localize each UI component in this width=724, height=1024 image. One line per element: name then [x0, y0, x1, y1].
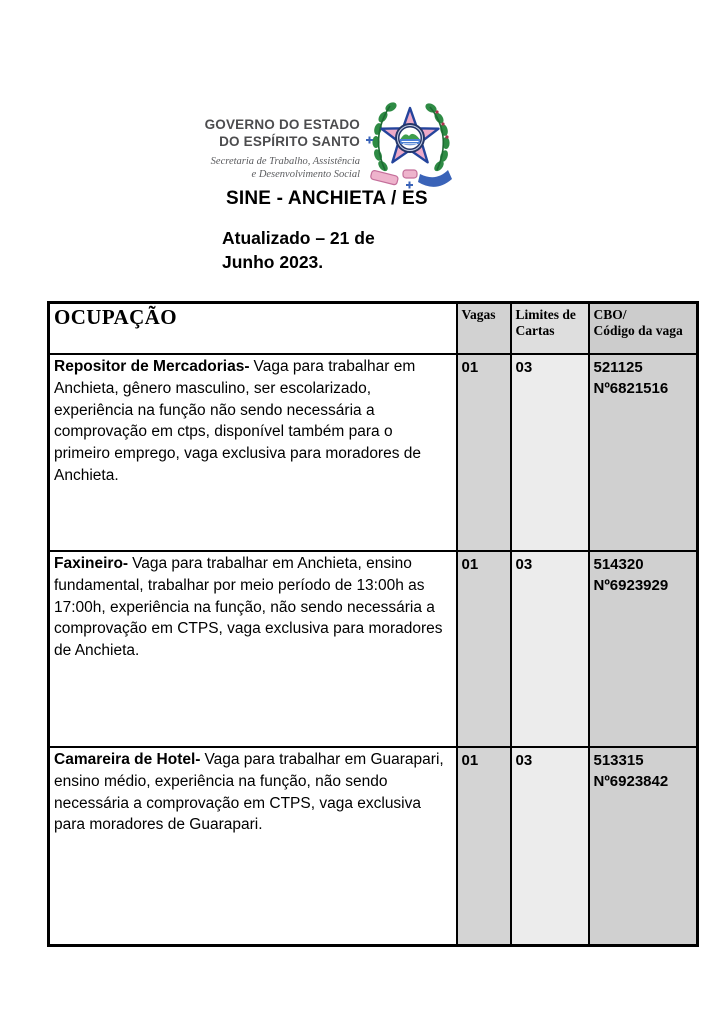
job-title: Repositor de Mercadorias- — [54, 358, 250, 375]
job-vacancies-table — [47, 301, 699, 947]
cbo-cell — [589, 354, 698, 551]
vaga-number: Nº6821516 — [593, 380, 669, 397]
page-title: SINE - ANCHIETA / ES — [226, 188, 428, 209]
updated-date-line1: Atualizado – 21 de — [222, 228, 375, 248]
org-name-line1: GOVERNO DO ESTADO — [204, 117, 360, 132]
updated-date-line2: Junho 2023. — [222, 251, 324, 272]
limite-cartas-cell: 03 — [511, 354, 589, 551]
table-header-row — [49, 303, 698, 355]
vaga-number: Nº6923842 — [593, 773, 669, 790]
updated-date — [222, 227, 375, 274]
job-description-cell — [49, 747, 457, 946]
column-header-limites-de-cartas: Limites de Cartas — [511, 303, 589, 355]
table-row — [49, 354, 698, 551]
cbo-code: 513315 — [593, 752, 644, 769]
dept-name-line2: e Desenvolvimento Social — [251, 169, 360, 180]
vagas-cell: 01 — [457, 747, 511, 946]
job-title: Faxineiro- — [54, 555, 129, 572]
job-description: Vaga para trabalhar em Anchieta, ensino fundamental, trabalhar por meio período de 13:00h as 17:00h, experiência na função, não sendo necessária a comprovação em CTPS, vaga exclusiva para moradores de Anchieta. — [54, 555, 443, 660]
job-description-cell — [49, 354, 457, 551]
column-header-ocupacao: OCUPAÇÃO — [49, 303, 457, 355]
cbo-code: 514320 — [593, 556, 644, 573]
cbo-cell — [589, 747, 698, 946]
job-description-cell — [49, 551, 457, 747]
limite-cartas-cell: 03 — [511, 551, 589, 747]
cbo-code: 521125 — [593, 359, 643, 376]
limite-cartas-cell: 03 — [511, 747, 589, 946]
job-title: Camareira de Hotel- — [54, 751, 201, 768]
vagas-cell: 01 — [457, 354, 511, 551]
government-letterhead — [130, 117, 360, 181]
dept-name-line1: Secretaria de Trabalho, Assistência — [210, 156, 360, 167]
cbo-cell — [589, 551, 698, 747]
vagas-cell: 01 — [457, 551, 511, 747]
job-description: Vaga para trabalhar em Anchieta, gênero masculino, ser escolarizado, experiência na função não sendo necessária a comprovação em ctps, disponível também para o primeiro emprego, vaga exclusiva para moradores de Anchieta. — [54, 358, 422, 484]
table-row — [49, 551, 698, 747]
table-row — [49, 747, 698, 946]
column-header-cbo-codigo: CBO/ Código da vaga — [589, 303, 698, 355]
vaga-number: Nº6923929 — [593, 577, 669, 594]
job-description: Vaga para trabalhar em Guarapari, ensino médio, experiência na função, não sendo necessária a comprovação em CTPS, vaga exclusiva para moradores de Guarapari. — [54, 751, 444, 834]
espirito-santo-coat-of-arms-icon — [364, 94, 456, 191]
org-name-line2: DO ESPÍRITO SANTO — [219, 133, 360, 149]
column-header-vagas: Vagas — [457, 303, 511, 355]
